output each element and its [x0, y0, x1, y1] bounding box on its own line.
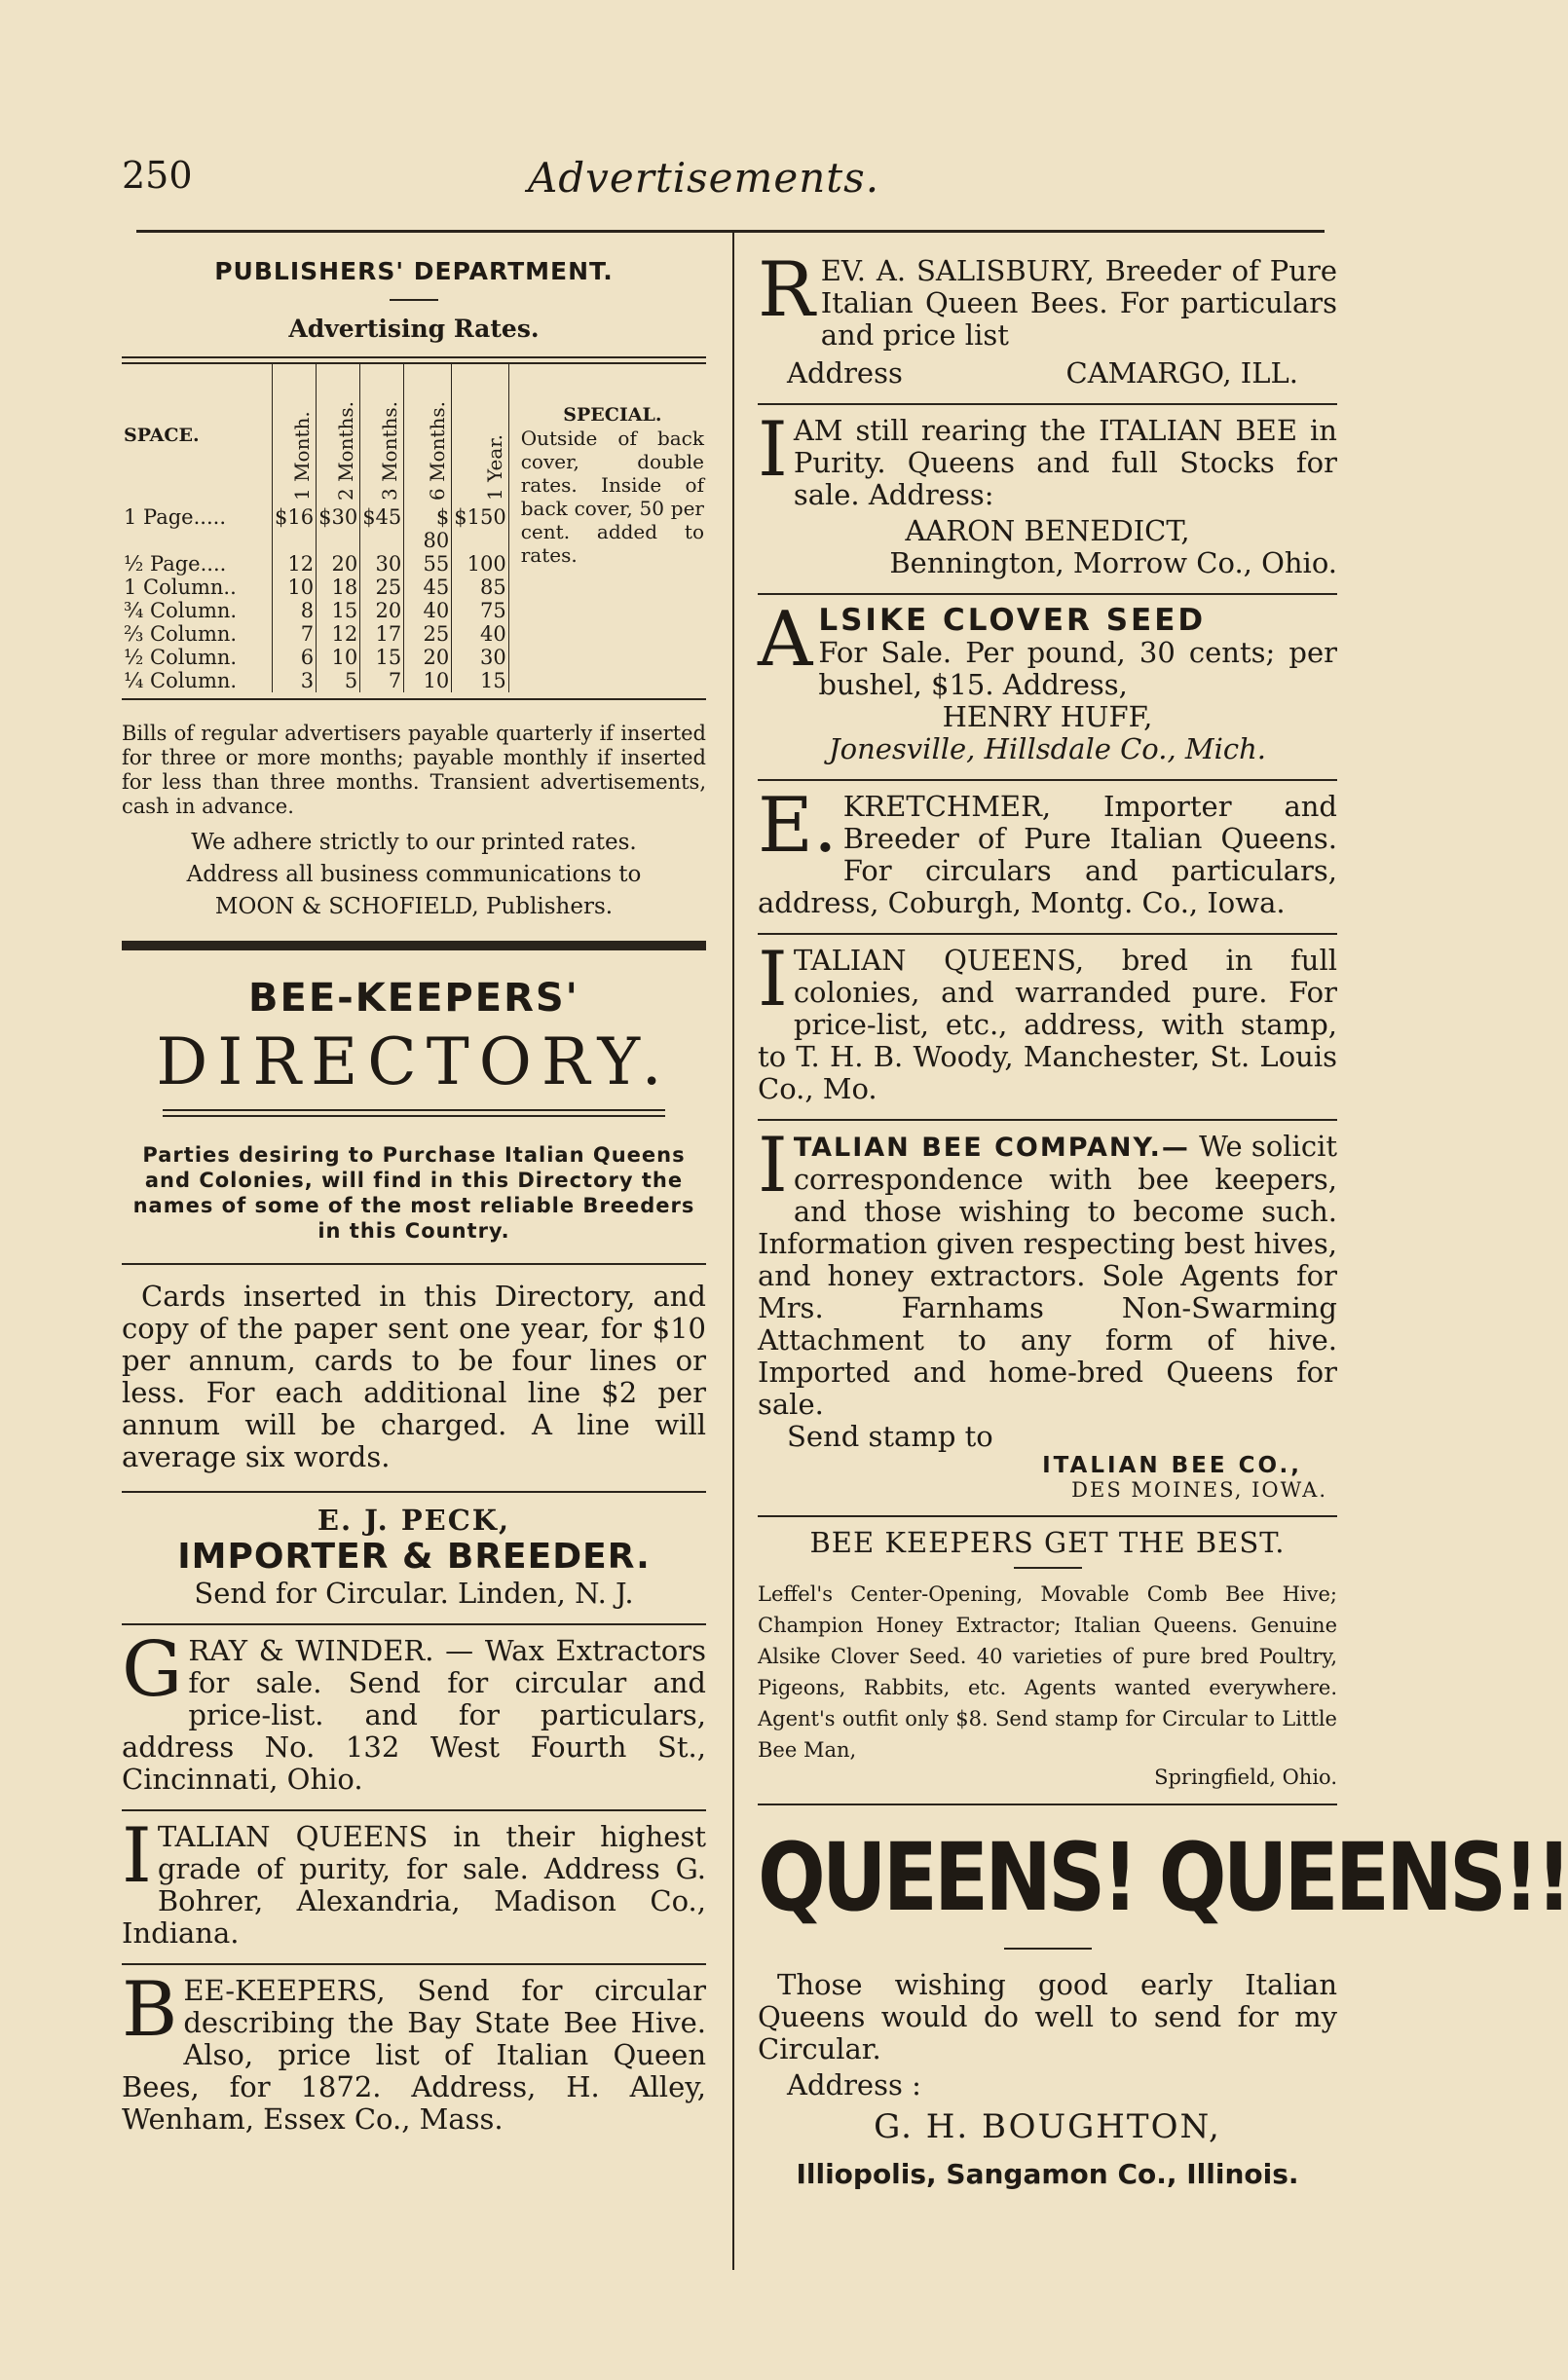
period-header: 3 Months. — [378, 400, 402, 501]
benedict-name: AARON BENEDICT, — [905, 514, 1190, 547]
thick-rule — [122, 941, 706, 950]
peck-title: IMPORTER & BREEDER. — [177, 1537, 651, 1577]
queens-headline: QUEENS! QUEENS!! — [758, 1823, 1568, 1932]
alsike-text: For Sale. Per pound, 30 cents; per bushel, $15. Address, — [818, 636, 1337, 701]
rule — [122, 1809, 706, 1811]
space-cell: ¼ Column. — [124, 669, 238, 692]
period-header: 1 Month. — [290, 411, 315, 501]
woody-text: TALIAN QUEENS, bred in full colonies, and warranded pure. For price-list, etc., address, with stamp, to T. H. B. Woody, Manchester, St. Louis Co., Mo. — [758, 944, 1337, 1105]
rate-cell: 25 — [404, 622, 452, 646]
running-title: Advertisements. — [527, 154, 880, 202]
short-rule — [1004, 1948, 1092, 1950]
alsike-ad — [758, 596, 1337, 701]
rule — [758, 779, 1337, 781]
address-label: Address — [787, 356, 903, 390]
rate-cell: 20 — [404, 646, 452, 669]
salisbury-text: EV. A. SALISBURY, Breeder of Pure Italian Queen Bees. For particulars and price list — [820, 254, 1337, 352]
queens-place: Illiopolis, Sangamon Co., Illinois. — [796, 2158, 1299, 2190]
rate-cell: 85 — [452, 576, 508, 599]
rate-cell: $ 80 — [404, 505, 452, 552]
alsike-name: HENRY HUFF, — [942, 700, 1153, 733]
rate-cell: $150 — [452, 505, 508, 552]
directory-heading: DIRECTORY. — [156, 1024, 672, 1099]
queens-banner — [758, 1823, 1568, 1936]
special-cell — [508, 364, 706, 692]
rate-cell: 40 — [452, 622, 508, 646]
period-header: 2 Months. — [334, 400, 358, 501]
rate-cell: $30 — [317, 505, 360, 552]
drop-cap: R — [758, 246, 815, 334]
rate-cell: 15 — [317, 599, 360, 622]
rate-cell: $45 — [360, 505, 404, 552]
table-bottom-rule — [122, 698, 706, 700]
rate-cell: 8 — [273, 599, 317, 622]
woody-ad — [758, 936, 1337, 1105]
rule — [122, 1963, 706, 1965]
benedict-ad — [758, 406, 1337, 511]
alsike-heading: LSIKE CLOVER SEED — [818, 603, 1207, 638]
drop-cap: I — [758, 1122, 788, 1209]
best-title: BEE KEEPERS GET THE BEST. — [809, 1526, 1286, 1559]
period-header: 1 Year. — [482, 433, 506, 501]
gray-winder-text: RAY & WINDER. — Wax Extractors for sale. Send for circular and price-list. and for particulars, address No. 132 West Fourth St., Cincinnati, Ohio. — [122, 1634, 706, 1796]
bohrer-text: TALIAN QUEENS in their highest grade of purity, for sale. Address G. Bohrer, Alexandria, Madison Co., Indiana. — [122, 1820, 706, 1950]
space-cell: 1 Page..... — [124, 505, 226, 529]
rule — [758, 593, 1337, 595]
bohrer-ad — [122, 1812, 706, 1950]
queens-address-label: Address : — [787, 2068, 921, 2101]
ibc-text: We solicit correspondence with bee keepers, and those wishing to become such. Information given respecting best hives, and honey extractors. Sole Agents for Mrs. Farnhams Non-Swarming Attachment to any form of hive. Imported and home-bred Queens for sale. — [758, 1130, 1337, 1421]
top-rule — [136, 230, 1325, 233]
rule — [122, 1623, 706, 1625]
rate-cell: 7 — [273, 622, 317, 646]
rate-cell: 30 — [360, 552, 404, 576]
peck-line: Send for Circular. Linden, N. J. — [194, 1577, 634, 1610]
rule — [122, 1263, 706, 1265]
page-number: 250 — [122, 154, 193, 197]
adhere-text: We adhere strictly to our printed rates. — [191, 830, 637, 855]
rule — [758, 933, 1337, 935]
space-header: SPACE. — [124, 424, 200, 446]
drop-cap: B — [122, 1966, 178, 2054]
rate-cell: 6 — [273, 646, 317, 669]
space-cell: ¾ Column. — [124, 599, 238, 622]
bills-text: Bills of regular advertisers payable quarterly if inserted for three or more months; payable monthly if inserted for less than three months. Transient advertisements, cash in advance. — [122, 722, 706, 818]
ibc-name: ITALIAN BEE CO., — [1042, 1453, 1302, 1478]
kretchmer-text: KRETCHMER, Importer and Breeder of Pure Italian Queens. For circulars and particulars, address, Coburgh, Montg. Co., Iowa. — [758, 790, 1337, 919]
ibc-place: DES MOINES, IOWA. — [1071, 1478, 1327, 1502]
space-cell: ½ Page.... — [124, 552, 227, 576]
directory-rule — [163, 1109, 665, 1117]
column-divider — [732, 230, 734, 2270]
space-cell: 1 Column.. — [124, 576, 237, 599]
kretchmer-ad — [758, 782, 1337, 919]
rate-cell: 12 — [273, 552, 317, 576]
right-column — [758, 243, 1568, 2193]
rate-cell: 5 — [317, 669, 360, 692]
parties-text: Parties desiring to Purchase Italian Queens and Colonies, will find in this Directory the names of some of the most reliable Breeders in this Country. — [132, 1143, 695, 1243]
beekeepers-heading: BEE-KEEPERS' — [248, 976, 579, 1021]
space-cell: ½ Column. — [124, 646, 238, 669]
best-place: Springfield, Ohio. — [1154, 1766, 1337, 1789]
rate-cell: 12 — [317, 622, 360, 646]
drop-cap: E. — [758, 782, 838, 870]
gray-winder-ad — [122, 1626, 706, 1796]
address-place: CAMARGO, ILL. — [1065, 356, 1298, 390]
rate-cell: 17 — [360, 622, 404, 646]
special-text: Outside of back cover, double rates. Inside of back cover, 50 per cent. added to rates. — [520, 427, 704, 567]
rate-cell: 75 — [452, 599, 508, 622]
rate-cell: 20 — [360, 599, 404, 622]
rule — [122, 1491, 706, 1493]
rate-cell: 18 — [317, 576, 360, 599]
rates-heading: Advertising Rates. — [288, 315, 540, 343]
ibc-heading: TALIAN BEE COMPANY.— — [793, 1133, 1190, 1163]
benedict-place: Bennington, Morrow Co., Ohio. — [889, 546, 1337, 579]
alsike-place: Jonesville, Hillsdale Co., Mich. — [828, 732, 1267, 765]
publishers-name: MOON & SCHOFIELD, Publishers. — [214, 894, 614, 919]
italian-bee-co-ad — [758, 1122, 1337, 1421]
drop-cap: I — [122, 1812, 152, 1900]
rate-cell: 3 — [273, 669, 317, 692]
drop-cap: I — [758, 406, 788, 494]
rule — [758, 403, 1337, 405]
rate-cell: 25 — [360, 576, 404, 599]
rate-cell: 10 — [317, 646, 360, 669]
best-text: Leffel's Center-Opening, Movable Comb Bee Hive; Champion Honey Extractor; Italian Queens. Genuine Alsike Clover Seed. 40 varieties of pure bred Poultry, Pigeons, Rabbits, etc. Agents wanted everywhere. Agent's outfit only $8. Send stamp for Circular to Little Bee Man, — [758, 1582, 1337, 1762]
rate-cell: 10 — [273, 576, 317, 599]
rule — [758, 1515, 1337, 1517]
rate-cell: 55 — [404, 552, 452, 576]
drop-cap: I — [758, 936, 788, 1023]
rates-header-row — [122, 364, 706, 505]
left-column — [122, 243, 706, 2136]
publishers-heading: PUBLISHERS' DEPARTMENT. — [214, 257, 614, 285]
period-header: 6 Months. — [426, 400, 450, 501]
rate-cell: 7 — [360, 669, 404, 692]
drop-cap: A — [758, 596, 813, 684]
cards-text: Cards inserted in this Directory, and copy of the paper sent one year, for $10 per annum, cards to be four lines or less. For each additional line $2 per annum will be charged. A line will average six words. — [122, 1280, 706, 1473]
rule — [758, 1119, 1337, 1121]
salisbury-address — [758, 352, 1337, 390]
peck-name: E. J. PECK, — [317, 1504, 511, 1537]
rate-cell: 30 — [452, 646, 508, 669]
alley-ad — [122, 1966, 706, 2136]
rate-cell: $16 — [273, 505, 317, 552]
benedict-text: AM still rearing the ITALIAN BEE in Purity. Queens and full Stocks for sale. Address: — [793, 414, 1337, 511]
rate-cell: 45 — [404, 576, 452, 599]
rates-table — [122, 364, 706, 692]
salisbury-ad — [758, 246, 1337, 352]
short-rule — [1014, 1567, 1082, 1569]
queens-name: G. H. BOUGHTON, — [874, 2107, 1221, 2146]
alley-text: EE-KEEPERS, Send for circular describing the Bay State Bee Hive. Also, price list of Italian Queen Bees, for 1872. Address, H. Alley, Wenham, Essex Co., Mass. — [122, 1974, 706, 2136]
page-header — [122, 146, 1286, 205]
address-all-text: Address all business communications to — [186, 862, 642, 887]
rate-cell: 10 — [404, 669, 452, 692]
drop-cap: G — [122, 1626, 183, 1714]
short-rule — [390, 299, 438, 301]
rate-cell: 20 — [317, 552, 360, 576]
special-label: SPECIAL. — [563, 404, 662, 426]
rule — [758, 1804, 1337, 1805]
rate-cell: 15 — [452, 669, 508, 692]
queens-text: Those wishing good early Italian Queens would do well to send for my Circular. — [758, 1968, 1337, 2065]
table-top-rule — [122, 356, 706, 364]
space-cell: ⅔ Column. — [124, 622, 238, 646]
rate-cell: 15 — [360, 646, 404, 669]
rate-cell: 100 — [452, 552, 508, 576]
ibc-send: Send stamp to — [787, 1420, 993, 1453]
rate-cell: 40 — [404, 599, 452, 622]
